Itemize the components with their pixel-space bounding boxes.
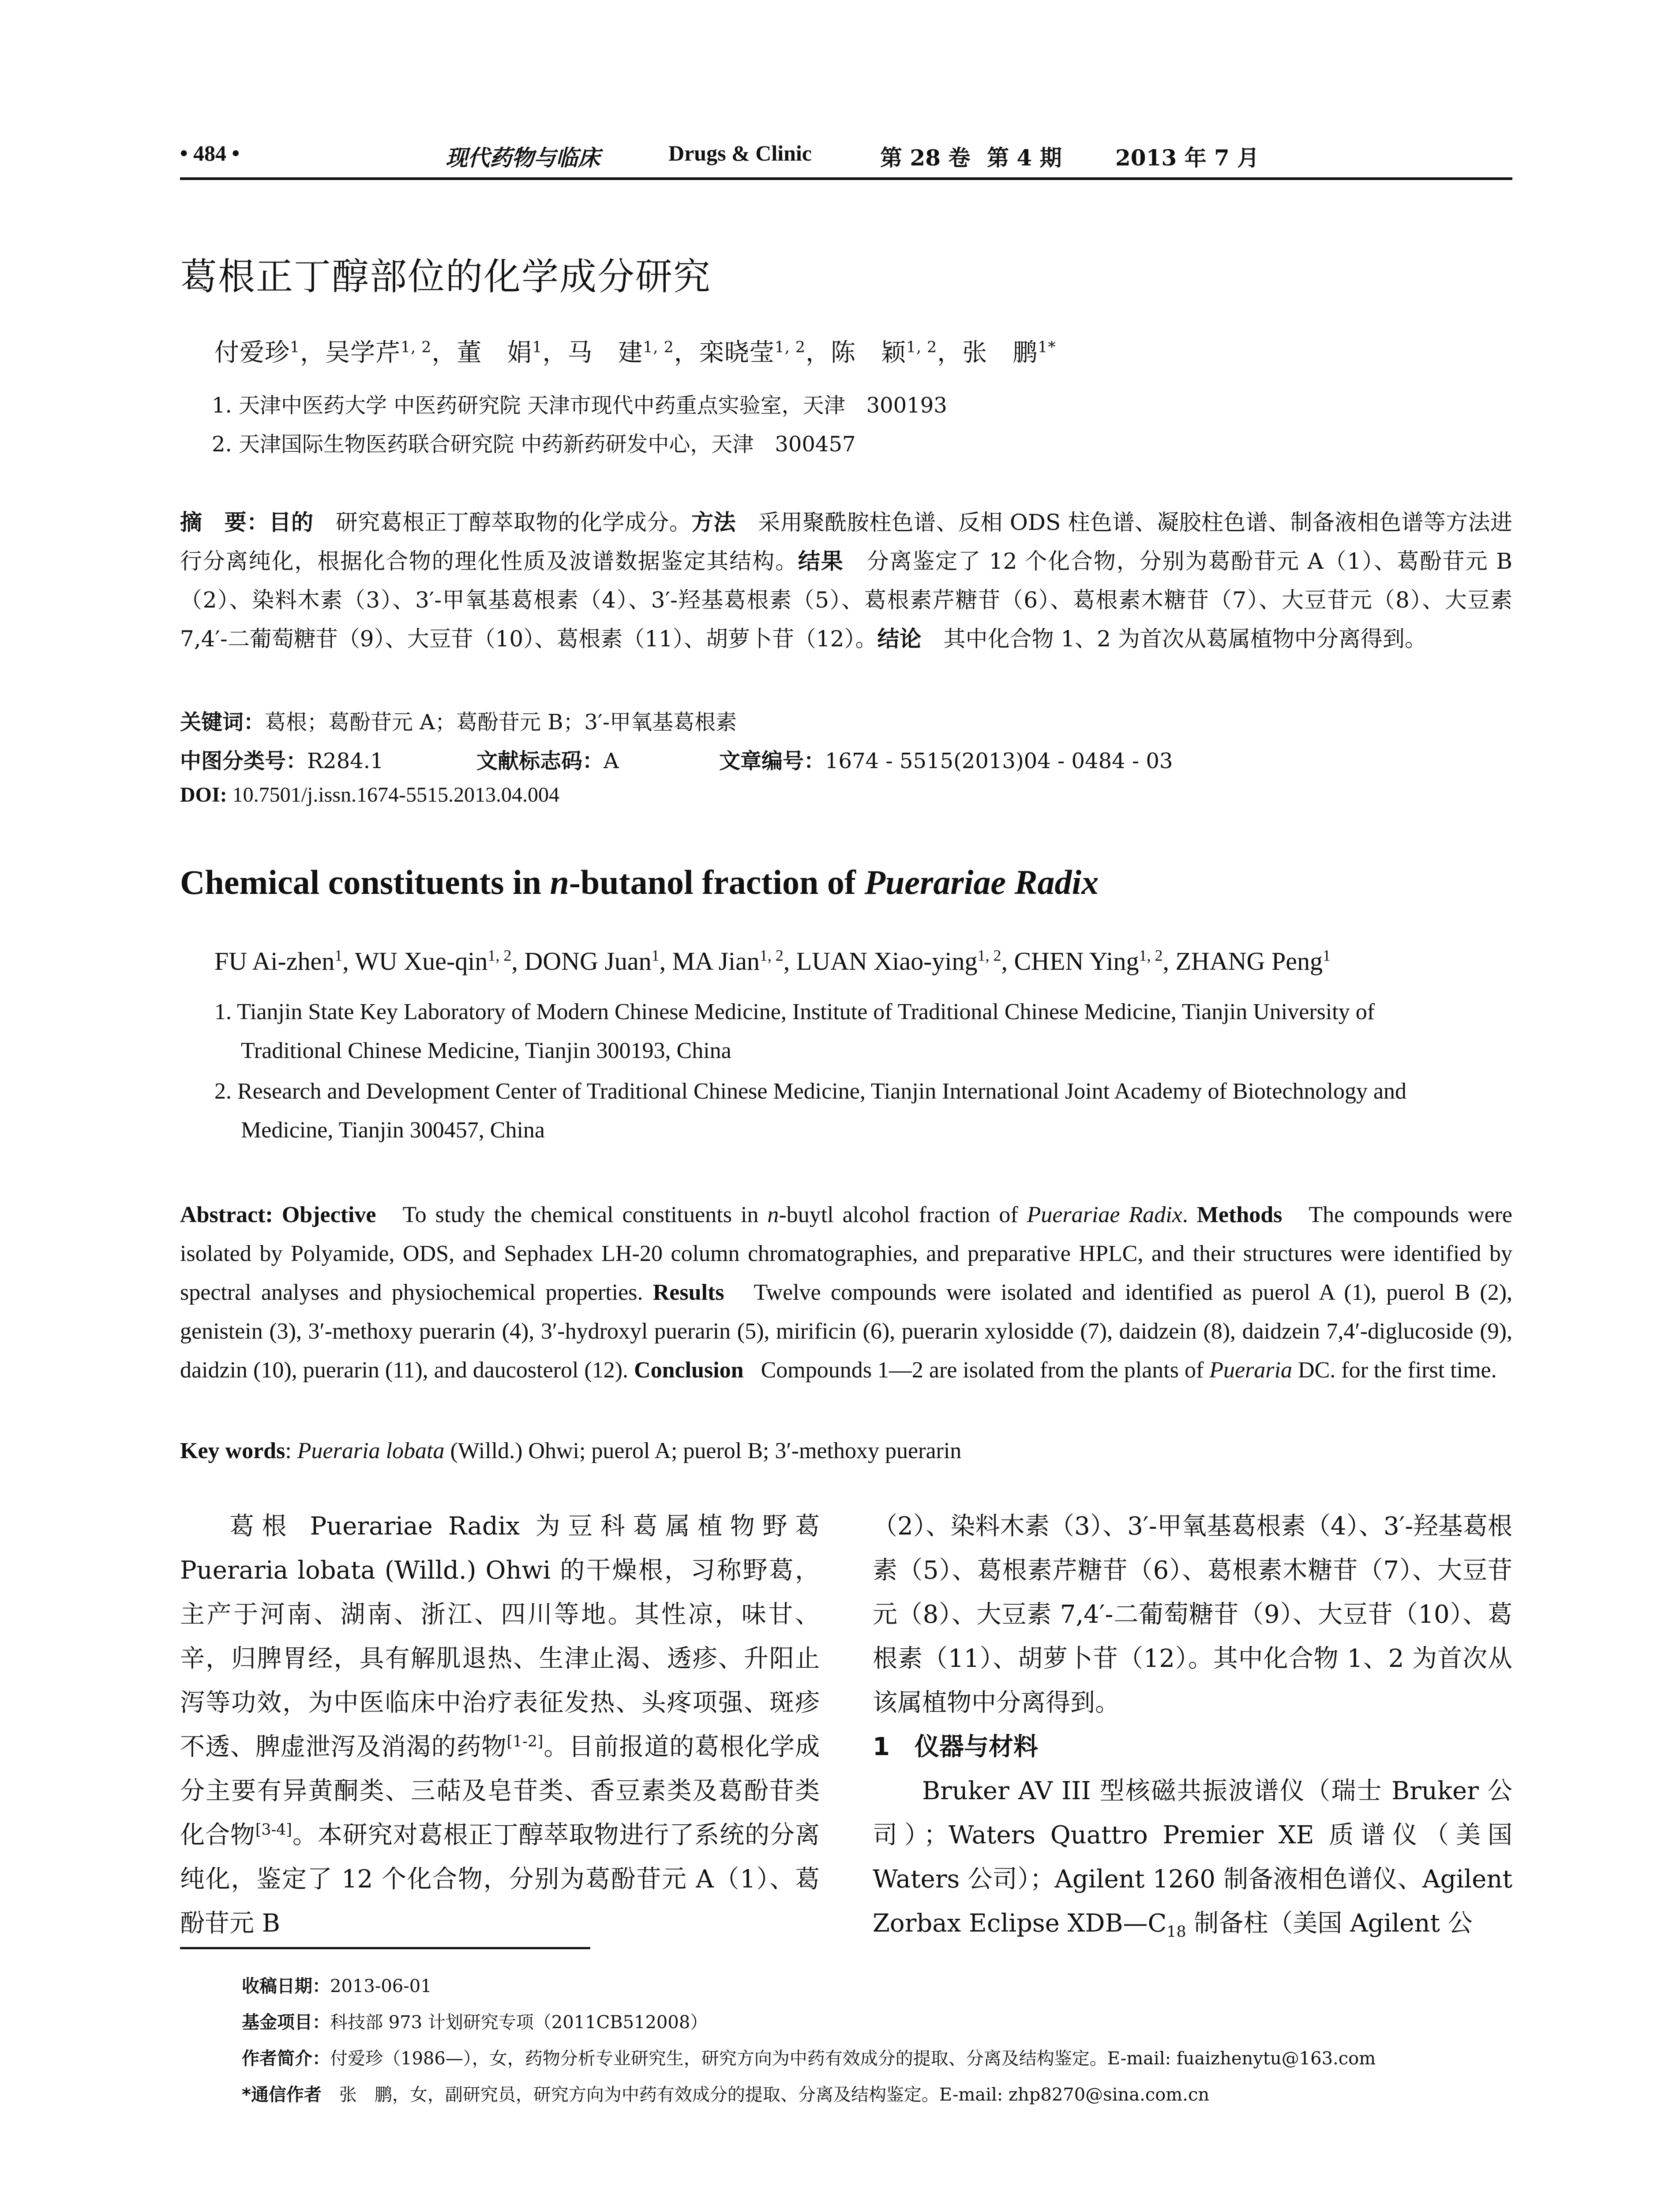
author-affiliation-mark: 1*	[1038, 338, 1056, 356]
results-label: 结果	[798, 548, 844, 574]
author-affiliation-mark: 1, 2	[643, 338, 674, 356]
author-name: 董 娟	[457, 338, 532, 367]
section-heading: 1 仪器与材料	[873, 1733, 1038, 1761]
author-name: 马 建	[567, 338, 643, 367]
affiliation-cn-2: 2. 天津国际生物医药联合研究院 中药新药研发中心，天津 300457	[212, 432, 856, 457]
author-affiliation-mark: 1	[1322, 946, 1331, 964]
author-affiliation-mark: 1, 2	[1139, 946, 1163, 964]
footnote-fund: 基金项目：科技部 973 计划研究专项（2011CB512008）	[242, 2012, 708, 2033]
author-name: 付爱珍	[214, 338, 290, 367]
author-name: FU Ai-zhen	[214, 947, 335, 975]
volume: 第 28 卷	[880, 145, 971, 171]
author-affiliation-mark: 1, 2	[774, 338, 806, 356]
affiliation-cn-1: 1. 天津中医药大学 中医药研究院 天津市现代中药重点实验室，天津 300193	[212, 393, 947, 418]
results-en-label: Results	[652, 1280, 724, 1305]
journal-name-en: Drugs & Clinic	[668, 141, 812, 165]
abstract-en: Abstract: Objective To study the chemical constituents in n-buytl alcohol fraction of Puerariae Radix. Methods The compounds were isolated by Polyamide, ODS, and Sephadex LH-20 column chromatographies, and preparative HPLC, and their structures were identified by spectral analyses and physiochemical properties. Results Twelve compounds were isolated and identified as puerol A (1), puerol B (2), genistein (3), 3′-methoxy puerarin (4), 3′-hydroxyl puerarin (5), mirificin (6), puerarin xylosidde (7), daidzein (8), daidzein 7,4′-diglucoside (9), daidzin (10), puerarin (11), and daucosterol (12). Conclusion Compounds 1—2 are isolated from the plants of Pueraria DC. for the first time.	[180, 1202, 1513, 1383]
keywords-text: 葛根；葛酚苷元 A；葛酚苷元 B；3′-甲氧基葛根素	[265, 710, 737, 735]
article-no-label: 文章编号：	[719, 749, 825, 773]
abstract-en-label: Abstract: Objective	[180, 1202, 376, 1227]
classification-line	[180, 744, 384, 774]
doi-label: DOI:	[180, 783, 227, 807]
conclusion-en-label: Conclusion	[634, 1358, 744, 1383]
author-name: MA Jian	[672, 947, 760, 975]
author-name: CHEN Ying	[1014, 947, 1139, 975]
author-name: 吴学芹	[325, 338, 401, 367]
author-list-en: FU Ai-zhen$^1$, WU Xue-qin$^{1, 2}$, DONG Juan$^1$, MA Jian$^{1, 2}$, LUAN Xiao-ying$^{1, 2}$, CHEN Ying$^{1, 2}$, ZHANG Peng$^1$	[214, 946, 1331, 975]
journal-name-cn: 现代药物与临床	[446, 145, 600, 171]
paper-title-cn: 葛根正丁醇部位的化学成分研究	[180, 255, 712, 298]
author-name: 张 鹏	[962, 338, 1038, 367]
keywords-cn	[180, 705, 737, 735]
footnote-received: 收稿日期：2013-06-01	[242, 1976, 432, 1996]
footnote-rule	[180, 1947, 590, 1949]
issue: 第 4 期	[987, 145, 1062, 171]
results-text: 分离鉴定了 12 个化合物，分别为葛酚苷元 A（1）、葛酚苷元 B（2）、染料木素（3）、3′-甲氧基葛根素（4）、3′-羟基葛根素（5）、葛根素芹糖苷（6）、葛根素木糖苷（7）、大豆苷元（8）、大豆素 7,4′-二葡萄糖苷（9）、大豆苷（10）、葛根素（11）、胡萝卜苷（12）。	[180, 548, 1513, 652]
issue-date: 2013 年 7 月	[1115, 145, 1260, 171]
paper-title-en: Chemical constituents in n-butanol fraction of Puerariae Radix	[180, 863, 1099, 901]
doc-code-value: A	[604, 749, 619, 773]
author-list-cn: 付爱珍$^1$，吴学芹$^{1, 2}$，董 娟$^1$，马 建$^{1, 2}$，栾晓莹$^{1, 2}$，陈 颖$^{1, 2}$，张 鹏$^{1*}$	[214, 338, 1056, 367]
methods-text: 采用聚酰胺柱色谱、反相 ODS 柱色谱、凝胶柱色谱、制备液相色谱等方法进行分离纯化，根据化合物的理化性质及波谱数据鉴定其结构。	[180, 510, 1513, 574]
author-affiliation-mark: 1	[290, 338, 300, 356]
page-number: • 484 •	[180, 141, 240, 165]
author-affiliation-mark: 1, 2	[401, 338, 432, 356]
body-left-column: 葛根 Puerariae Radix 为豆科葛属植物野葛 Pueraria lobata (Willd.) Ohwi 的干燥根，习称野葛，主产于河南、湖南、浙江、四川等地。其性凉，味甘、辛，归脾胃经，具有解肌退热、生津止渴、透疹、升阳止泻等功效，为中医临床中治疗表征发热、头疼项强、斑疹不透、脾虚泄泻及消渴的药物[1-2]。目前报道的葛根化学成分主要有异黄酮类、三萜及皂苷类、香豆素类及葛酚苷类化合物[3-4]。本研究对葛根正丁醇萃取物进行了系统的分离纯化，鉴定了 12 个化合物，分别为葛酚苷元 A（1）、葛酚苷元 B	[180, 1512, 820, 1938]
methods-en-label: Methods	[1196, 1202, 1282, 1227]
author-affiliation-mark: 1, 2	[977, 946, 1001, 964]
clc-value: R284.1	[307, 749, 384, 773]
author-name: DONG Juan	[524, 947, 652, 975]
author-affiliation-mark: 1, 2	[488, 946, 512, 964]
methods-label: 方法	[691, 510, 736, 535]
author-affiliation-mark: 1, 2	[759, 946, 784, 964]
affiliation-en-1: 1. Tianjin State Key Laboratory of Modern Chinese Medicine, Institute of Traditional Chinese Medicine, Tianjin University of Traditional Chinese Medicine, Tianjin 300193, China	[214, 999, 1375, 1063]
abstract-cn	[180, 503, 1512, 658]
author-affiliation-mark: 1	[651, 946, 660, 964]
body-right-column: （2）、染料木素（3）、3′-甲氧基葛根素（4）、3′-羟基葛根素（5）、葛根素芹糖苷（6）、葛根素木糖苷（7）、大豆苷元（8）、大豆素 7,4′-二葡萄糖苷（9）、大豆苷（10）、葛根素（11）、胡萝卜苷（12）。其中化合物 1、2 为首次从该属植物中分离得到。 1 仪器与材料 Bruker AV III 型核磁共振波谱仪（瑞士 Bruker 公司）；Waters Quattro Premier XE 质谱仪（美国 Waters 公司）；Agilent 1260 制备液相色谱仪、Agilent Zorbax Eclipse $XDB—C_{18}$ 制备柱（美国 Agilent 公	[873, 1512, 1512, 1941]
author-affiliation-mark: 1, 2	[906, 338, 938, 356]
conclusion-label: 结论	[877, 626, 922, 652]
author-name: ZHANG Peng	[1175, 947, 1323, 975]
conclusion-text: 其中化合物 1、2 为首次从葛属植物中分离得到。	[943, 626, 1427, 652]
author-name: 陈 颖	[830, 338, 906, 367]
header-rule	[180, 177, 1512, 180]
author-name: LUAN Xiao-ying	[796, 947, 978, 975]
affiliation-en-2: 2. Research and Development Center of Traditional Chinese Medicine, Tianjin International Joint Academy of Biotechnology and Medicine, Tianjin 300457, China	[214, 1079, 1407, 1143]
author-name: 栾晓莹	[699, 338, 775, 367]
abstract-label: 摘 要：	[180, 510, 269, 535]
footnote-corresponding: *通信作者 张 鹏，女，副研究员，研究方向为中药有效成分的提取、分离及结构鉴定。E-mail: zhp8270@sina.com.cn	[242, 2085, 1210, 2105]
doc-code-label: 文献标志码：	[476, 749, 604, 773]
clc-label: 中图分类号：	[180, 749, 308, 773]
article-no-value: 1674 - 5515(2013)04 - 0484 - 03	[825, 749, 1173, 773]
objective-text: 研究葛根正丁醇萃取物的化学成分。	[335, 510, 692, 535]
article-no-line	[719, 744, 1173, 774]
objective-label: 目的	[269, 510, 314, 535]
footnote-author: 作者简介：付爱珍（1986—），女，药物分析专业研究生，研究方向为中药有效成分的提取、分离及结构鉴定。E-mail: fuaizhenytu@163.com	[242, 2048, 1376, 2069]
doi-value: 10.7501/j.issn.1674-5515.2013.04.004	[232, 783, 560, 807]
author-affiliation-mark: 1	[334, 946, 343, 964]
keywords-en: Key words: Pueraria lobata (Willd.) Ohwi; puerol A; puerol B; 3′-methoxy puerarin	[180, 1438, 962, 1463]
doc-code-line	[476, 744, 619, 774]
keywords-label: 关键词：	[180, 710, 265, 735]
author-name: WU Xue-qin	[355, 947, 488, 975]
author-affiliation-mark: 1	[532, 338, 543, 356]
doi-line	[180, 783, 559, 807]
